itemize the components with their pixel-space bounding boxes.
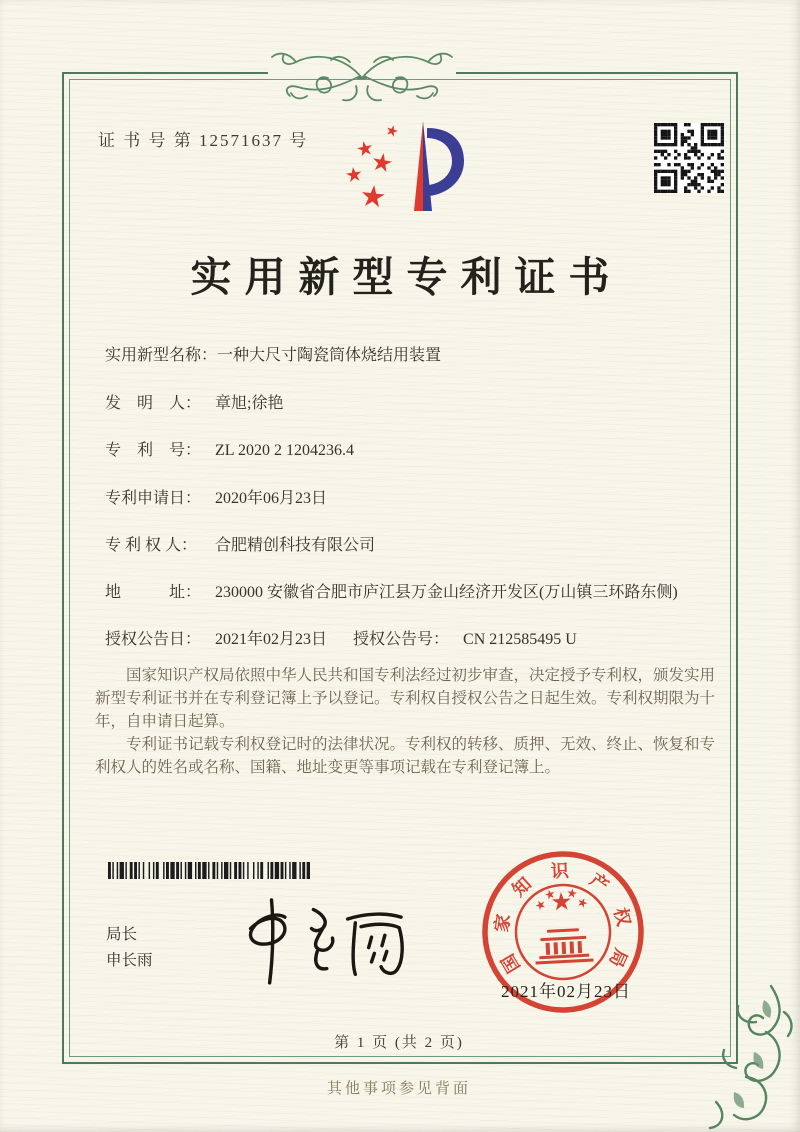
- director-handwritten-signature-icon: [222, 890, 422, 990]
- page-number: 第 1 页 (共 2 页): [334, 1035, 464, 1051]
- field-value: ZL 2020 2 1204236.4: [215, 442, 354, 459]
- back-side-note: 其他事项参见背面: [326, 1081, 471, 1097]
- field-value: 230000 安徽省合肥市庐江县万金山经济开发区(万山镇三环路东侧): [215, 584, 678, 601]
- field-label: 专利申请日：: [105, 490, 202, 507]
- legal-paragraph: 专利证书记载专利权登记时的法律状况。专利权的转移、质押、无效、终止、恢复和专利权人的姓名或名称、国籍、地址变更等事项记载在专利登记簿上。: [95, 736, 716, 776]
- barcode-icon: [108, 862, 310, 879]
- legal-paragraph: 国家知识产权局依照中华人民共和国专利法经过初步审查，决定授予专利权，颁发实用新型专利证书并在专利登记簿上予以登记。专利权自授权公告之日起生效。专利权期限为十年，自申请日起算。: [95, 667, 716, 730]
- svg-text:知: 知: [508, 873, 536, 901]
- svg-text:识: 识: [550, 860, 570, 882]
- green-floral-flourish-icon: [676, 982, 796, 1130]
- field-value: 章旭;徐艳: [215, 395, 284, 412]
- svg-text:产: 产: [585, 869, 613, 897]
- field-label: 授权公告号：: [353, 631, 450, 648]
- green-dragon-flourish-icon: [262, 38, 462, 118]
- director-name: 申长雨: [106, 952, 153, 969]
- field-row-patent-number: [105, 440, 725, 461]
- field-row-filing-date: [105, 488, 725, 509]
- seal-date: 2021年02月23日: [501, 982, 631, 1001]
- director-block: [106, 922, 153, 974]
- certificate-number: 证 书 号 第 12571637 号: [98, 131, 309, 150]
- field-row-address: [105, 582, 725, 603]
- director-title: 局长: [106, 926, 138, 943]
- field-label: 专 利 号：: [105, 442, 202, 459]
- svg-text:权: 权: [610, 905, 635, 929]
- field-label: 实用新型名称：: [105, 347, 218, 364]
- legal-text-block: [95, 664, 717, 779]
- field-label: 授权公告日：: [105, 631, 202, 648]
- field-row-patentee: [105, 535, 725, 556]
- field-value: CN 212585495 U: [463, 631, 577, 648]
- field-value: 2021年02月23日: [215, 631, 328, 648]
- svg-text:家: 家: [491, 912, 514, 934]
- field-value: 合肥精创科技有限公司: [215, 537, 376, 554]
- field-row-invention-name: [105, 345, 725, 366]
- field-label: 发 明 人：: [105, 395, 202, 412]
- cnipa-logo-icon: [335, 115, 465, 217]
- svg-text:国: 国: [497, 950, 524, 977]
- svg-text:局: 局: [605, 945, 632, 971]
- certificate-title: 实用新型专利证书: [190, 254, 623, 300]
- field-label: 专 利 权 人：: [105, 537, 198, 554]
- field-value: 一种大尺寸陶瓷筒体烧结用装置: [217, 347, 442, 364]
- field-value: 2020年06月23日: [215, 490, 328, 507]
- grant-number-pair: [353, 629, 577, 650]
- field-row-inventor: [105, 393, 725, 414]
- grant-date-pair: [105, 629, 327, 650]
- field-row-grant: [105, 629, 725, 650]
- qr-code-icon: [654, 123, 724, 193]
- field-label: 地 址：: [105, 584, 202, 601]
